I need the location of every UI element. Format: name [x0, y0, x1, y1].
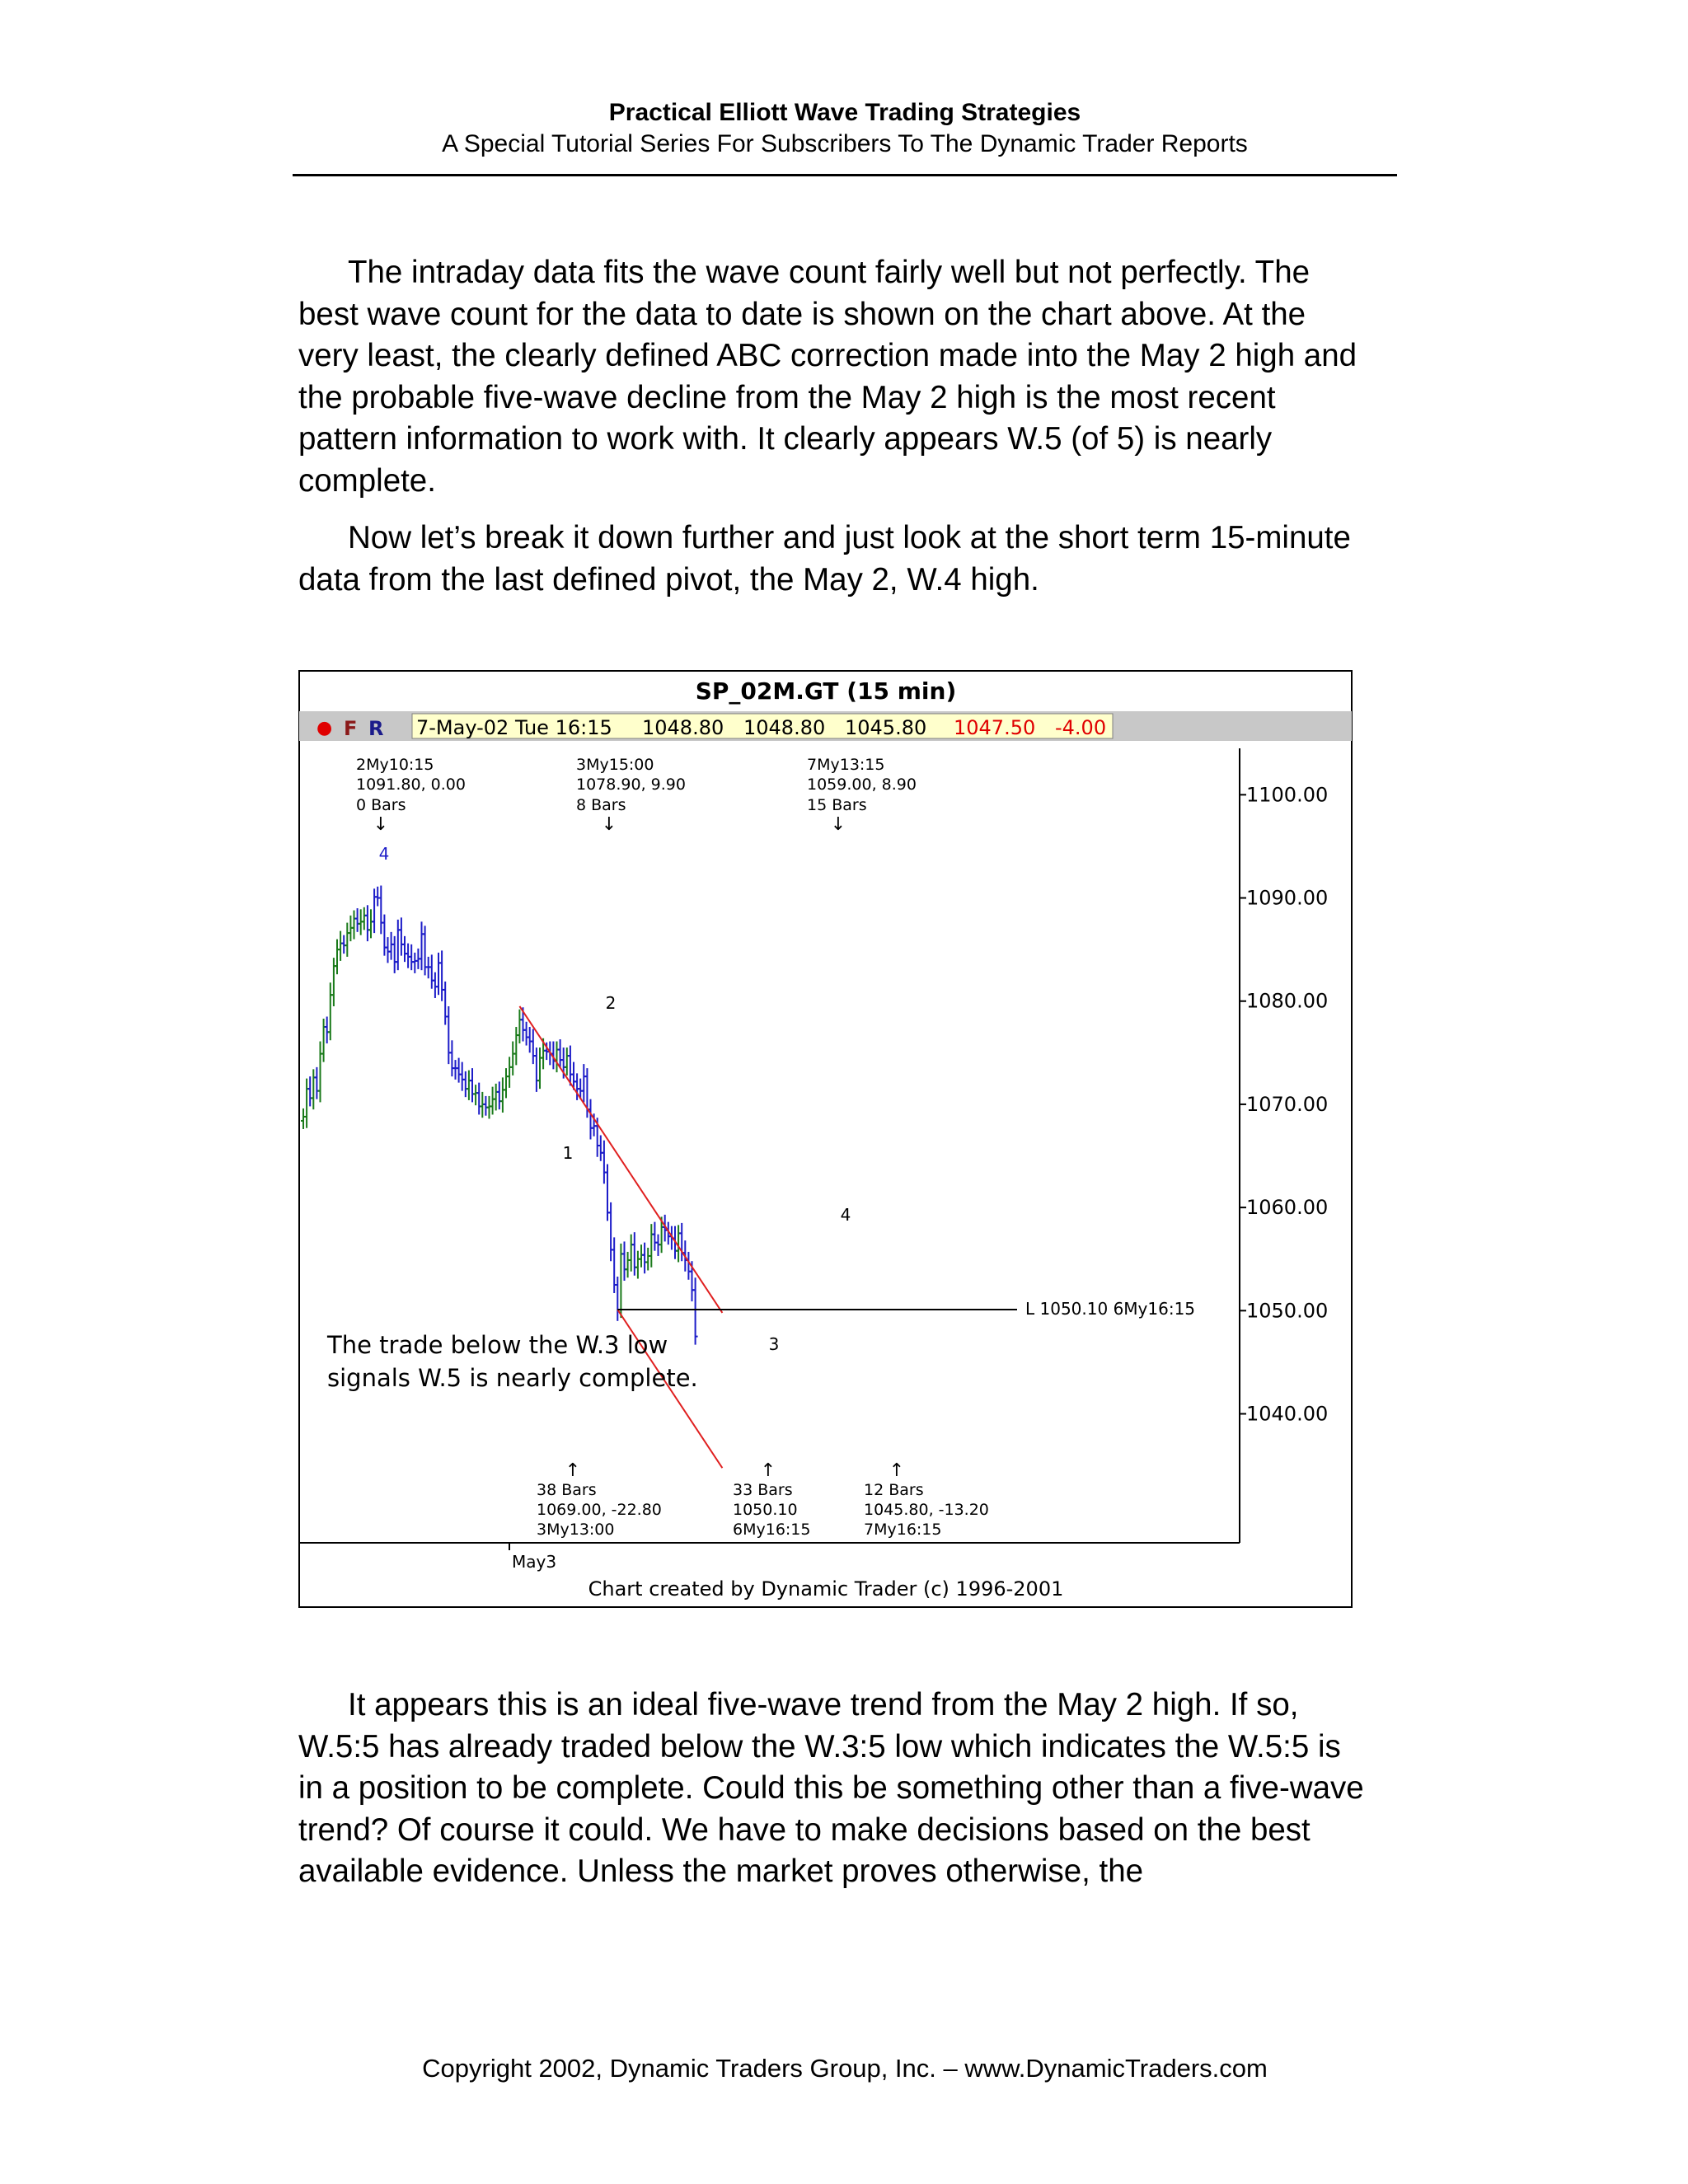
chart-footer: Chart created by Dynamic Trader (c) 1996-2001: [588, 1577, 1064, 1601]
svg-text:7My16:15: 7My16:15: [864, 1521, 942, 1539]
svg-text:15 Bars: 15 Bars: [807, 796, 867, 814]
wave-label-2: 2: [605, 993, 617, 1013]
svg-text:3My13:00: 3My13:00: [537, 1521, 615, 1539]
chart-note-line-1: The trade below the W.3 low: [327, 1331, 668, 1359]
svg-text:1091.80, 0.00: 1091.80, 0.00: [356, 776, 466, 794]
arrow-up-icon: ↑: [565, 1460, 581, 1481]
x-axis-label: May3: [512, 1552, 557, 1572]
toolbar-low: 1045.80: [845, 716, 927, 739]
page-footer: Copyright 2002, Dynamic Traders Group, Inc. – www.DynamicTraders.com: [422, 2054, 1268, 2083]
page-header: [293, 97, 1397, 160]
chart-title: SP_02M.GT (15 min): [695, 677, 957, 705]
toolbar-r-button[interactable]: R: [368, 717, 384, 740]
arrow-down-icon: ↓: [830, 814, 846, 835]
toolbar-open: 1048.80: [642, 716, 724, 739]
price-chart: [298, 670, 1353, 1610]
arrow-up-icon: ↑: [889, 1460, 905, 1481]
header-title: Practical Elliott Wave Trading Strategies: [608, 99, 1081, 126]
arrow-down-icon: ↓: [601, 814, 617, 835]
svg-text:1069.00, -22.80: 1069.00, -22.80: [537, 1501, 662, 1519]
toolbar-dot-icon: ●: [316, 718, 333, 738]
svg-text:1059.00, 8.90: 1059.00, 8.90: [807, 776, 917, 794]
y-tick-label: 1050.00: [1246, 1299, 1329, 1323]
y-tick-label: 1100.00: [1246, 783, 1329, 807]
svg-text:2My10:15: 2My10:15: [356, 756, 434, 774]
y-tick-label: 1040.00: [1246, 1402, 1329, 1426]
svg-text:33 Bars: 33 Bars: [733, 1481, 793, 1499]
header-subtitle: A Special Tutorial Series For Subscribers To The Dynamic Trader Reports: [442, 130, 1248, 157]
wave-label-4-low: 4: [840, 1205, 851, 1225]
toolbar-close: 1047.50: [954, 716, 1036, 739]
svg-text:38 Bars: 38 Bars: [537, 1481, 597, 1499]
paragraph-2: Now let’s break it down further and just look at the short term 15-minute data from the last defined pivot, the May 2, W.4 high.: [298, 520, 1351, 598]
header-rule: [293, 174, 1397, 176]
arrow-up-icon: ↑: [760, 1460, 776, 1481]
svg-text:3My15:00: 3My15:00: [576, 756, 654, 774]
paragraph-1: The intraday data fits the wave count fairly well but not perfectly. The best wave count for the data to date is shown on the chart above. At the very least, the clearly defined ABC correction made into the May 2 high and the probable five-wave decline from the May 2 high is the most recent pattern information to work with. It clearly appears W.5 (of 5) is nearly complete.: [298, 255, 1357, 499]
wave-label-1: 1: [562, 1143, 574, 1163]
wave-label-4-top: 4: [378, 844, 390, 864]
svg-text:12 Bars: 12 Bars: [864, 1481, 924, 1499]
y-tick-label: 1090.00: [1246, 886, 1329, 910]
arrow-down-icon: ↓: [373, 814, 389, 835]
svg-text:7My13:15: 7My13:15: [807, 756, 885, 774]
y-tick-label: 1080.00: [1246, 989, 1329, 1013]
svg-text:1045.80, -13.20: 1045.80, -13.20: [864, 1501, 989, 1519]
wave-label-3: 3: [768, 1334, 780, 1354]
svg-text:0 Bars: 0 Bars: [356, 796, 406, 814]
svg-text:1050.10: 1050.10: [733, 1501, 798, 1519]
paragraph-3: It appears this is an ideal five-wave trend from the May 2 high. If so, W.5:5 has already traded below the W.3:5 low which indicates the W.5:5 is in a position to be complete. Could this be something other than a five-wave trend? Of course it could. We have to make decisions based on the best available evidence. Unless the market proves otherwise, the: [298, 1687, 1364, 1889]
toolbar-f-button[interactable]: F: [344, 717, 358, 740]
toolbar-change: -4.00: [1055, 716, 1107, 739]
chart-note-line-2: signals W.5 is nearly complete.: [327, 1364, 698, 1392]
svg-text:1078.90, 9.90: 1078.90, 9.90: [576, 776, 686, 794]
svg-text:6My16:15: 6My16:15: [733, 1521, 811, 1539]
toolbar-date: 7-May-02 Tue 16:15: [416, 716, 612, 739]
toolbar-high: 1048.80: [743, 716, 826, 739]
y-tick-label: 1060.00: [1246, 1196, 1329, 1220]
svg-text:8 Bars: 8 Bars: [576, 796, 626, 814]
level-line-label: L 1050.10 6My16:15: [1025, 1299, 1196, 1319]
y-tick-label: 1070.00: [1246, 1092, 1329, 1116]
